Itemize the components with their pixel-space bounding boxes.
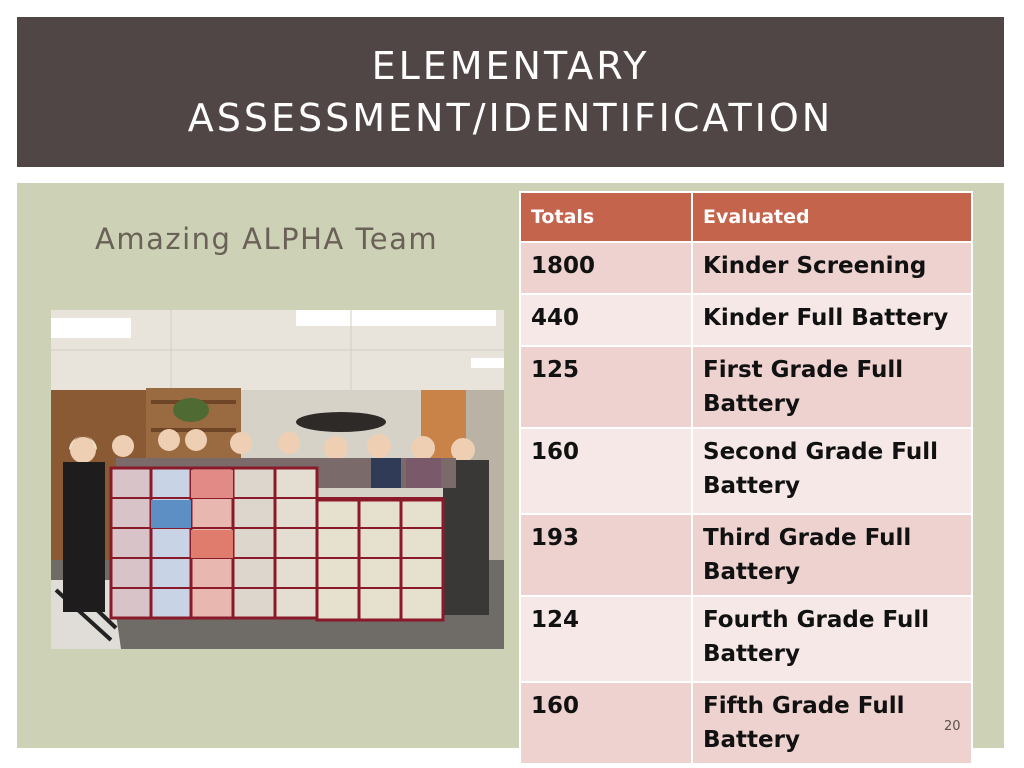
table-row <box>520 346 972 428</box>
row-total: 440 <box>520 294 692 346</box>
row-total: 1800 <box>520 242 692 294</box>
row-total: 125 <box>520 346 692 428</box>
row-evaluated: Kinder Screening <box>692 242 972 294</box>
row-total: 160 <box>520 428 692 514</box>
row-evaluated: First Grade Full Battery <box>692 346 972 428</box>
header-totals: Totals <box>520 192 692 242</box>
title-bar <box>17 17 1004 167</box>
slide-title-line-2: ASSESSMENT/IDENTIFICATION <box>187 96 834 140</box>
page-number: 20 <box>944 719 961 734</box>
row-evaluated: Second Grade Full Battery <box>692 428 972 514</box>
row-total: 160 <box>520 682 692 764</box>
team-photo-illustration <box>51 310 504 649</box>
totals-table <box>519 191 973 765</box>
table-row <box>520 596 972 682</box>
table-row <box>520 294 972 346</box>
row-evaluated: Fourth Grade Full Battery <box>692 596 972 682</box>
table-header-row <box>520 192 972 242</box>
header-evaluated: Evaluated <box>692 192 972 242</box>
row-total: 124 <box>520 596 692 682</box>
slide-title-line-1: ELEMENTARY <box>371 44 650 88</box>
row-total: 193 <box>520 514 692 596</box>
table-row <box>520 428 972 514</box>
row-evaluated: Third Grade Full Battery <box>692 514 972 596</box>
table-row <box>520 682 972 764</box>
table-row <box>520 514 972 596</box>
team-photo <box>51 310 504 649</box>
slide-subtitle: Amazing ALPHA Team <box>95 222 439 256</box>
table-row <box>520 242 972 294</box>
row-evaluated: Fifth Grade Full Battery <box>692 682 972 764</box>
row-evaluated: Kinder Full Battery <box>692 294 972 346</box>
